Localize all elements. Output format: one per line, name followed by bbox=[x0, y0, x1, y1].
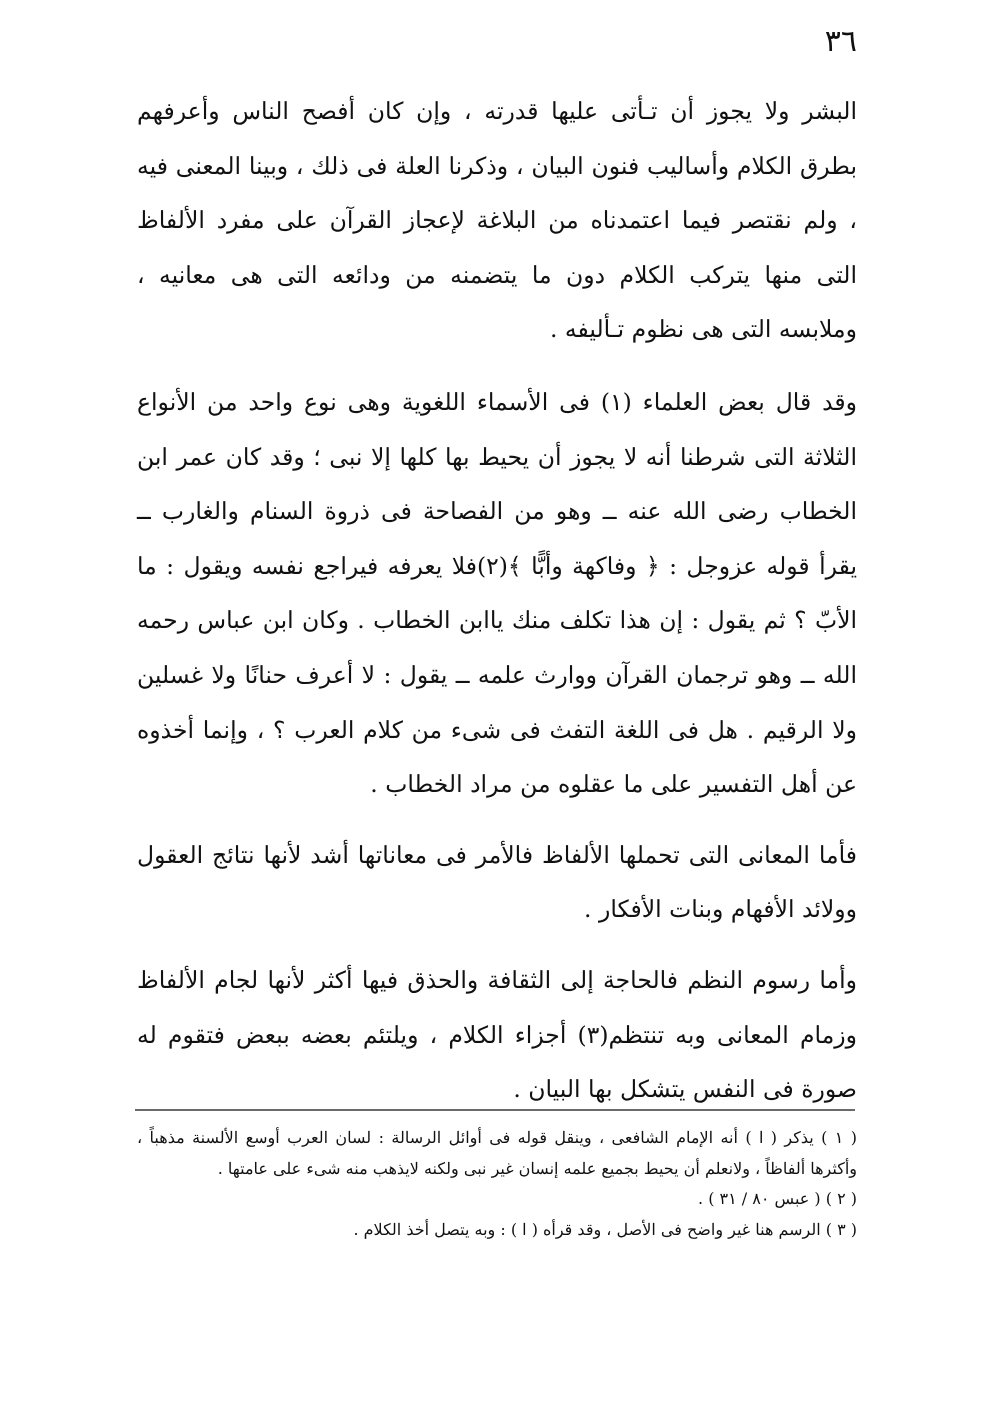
footnote: ( ١ ) يذكر ( ا ) أنه الإمام الشافعى ، وينقل قوله فى أوائل الرسالة : لسان العرب أوسع الألسنة مذهباً ، وأكثرها ألفاظاً ، ولانعلم أن يحيط بجميع علمه إنسان غير نبى ولكنه لايذهب منه شىء على عامتها . bbox=[137, 1128, 858, 1178]
paragraph: البشر ولا يجوز أن تـأتى عليها قدرته ، وإن كان أفصح الناس وأعرفهم بطرق الكلام وأساليب فنون البيان ، وذكرنا العلة فى ذلك ، وبينا المعنى فيه ، ولم نقتصر فيما اعتمدناه من البلاغة لإعجاز القرآن على مفرد الألفاظ التى منها يتركب الكلام دون ما يتضمنه من ودائعه التى هى معانيه ، وملابسه التى هى نظوم تـأليفه . bbox=[137, 97, 857, 344]
footnote: ( ٢ ) ( عبس ٨٠ / ٣١ ) . bbox=[698, 1189, 857, 1208]
page-number: ٣٦ bbox=[824, 24, 857, 59]
paragraph: وأما رسوم النظم فالحاجة إلى الثقافة والحذق فيها أكثر لأنها لجام الألفاظ وزمام المعانى وبه تنتظم(٣) أجزاء الكلام ، ويلتئم بعضه ببعض فتقوم له صورة فى النفس يتشكل بها البيان . bbox=[137, 965, 857, 1104]
paragraph: فأما المعانى التى تحملها الألفاظ فالأمر فى معاناتها أشد لأنها نتائج العقول وولائد الأفهام وبنات الأفكار . bbox=[137, 840, 857, 924]
footnote-divider bbox=[135, 1109, 855, 1111]
footnotes bbox=[137, 1123, 857, 1245]
footnote: ( ٣ ) الرسم هنا غير واضح فى الأصل ، وقد قرأه ( ا ) : وبه يتصل أخذ الكلام . bbox=[353, 1219, 857, 1239]
paragraph: وقد قال بعض العلماء (١) فى الأسماء اللغوية وهى نوع واحد من الأنواع الثلاثة التى شرطنا أنه لا يجوز أن يحيط بها كلها إلا نبى ؛ وقد كان عمر ابن الخطاب رضى الله عنه ــ وهو من الفصاحة فى ذروة السنام والغارب ــ يقرأ قوله عزوجل : ﴿ وفاكهة وأبًّا ﴾(٢)فلا يعرفه فيراجع نفسه ويقول : ما الأبّ ؟ ثم يقول : إن هذا تكلف منك ياابن الخطاب . وكان ابن عباس رحمه الله ــ وهو ترجمان القرآن ووارث علمه ــ يقول : لا أعرف حنانًا ولا غسلين ولا الرقيم . هل فى اللغة التفث فى شىء من كلام العرب ؟ ، وإنما أخذوه عن أهل التفسير على ما عقلوه من مراد الخطاب . bbox=[137, 387, 857, 799]
main-text bbox=[137, 84, 857, 1133]
